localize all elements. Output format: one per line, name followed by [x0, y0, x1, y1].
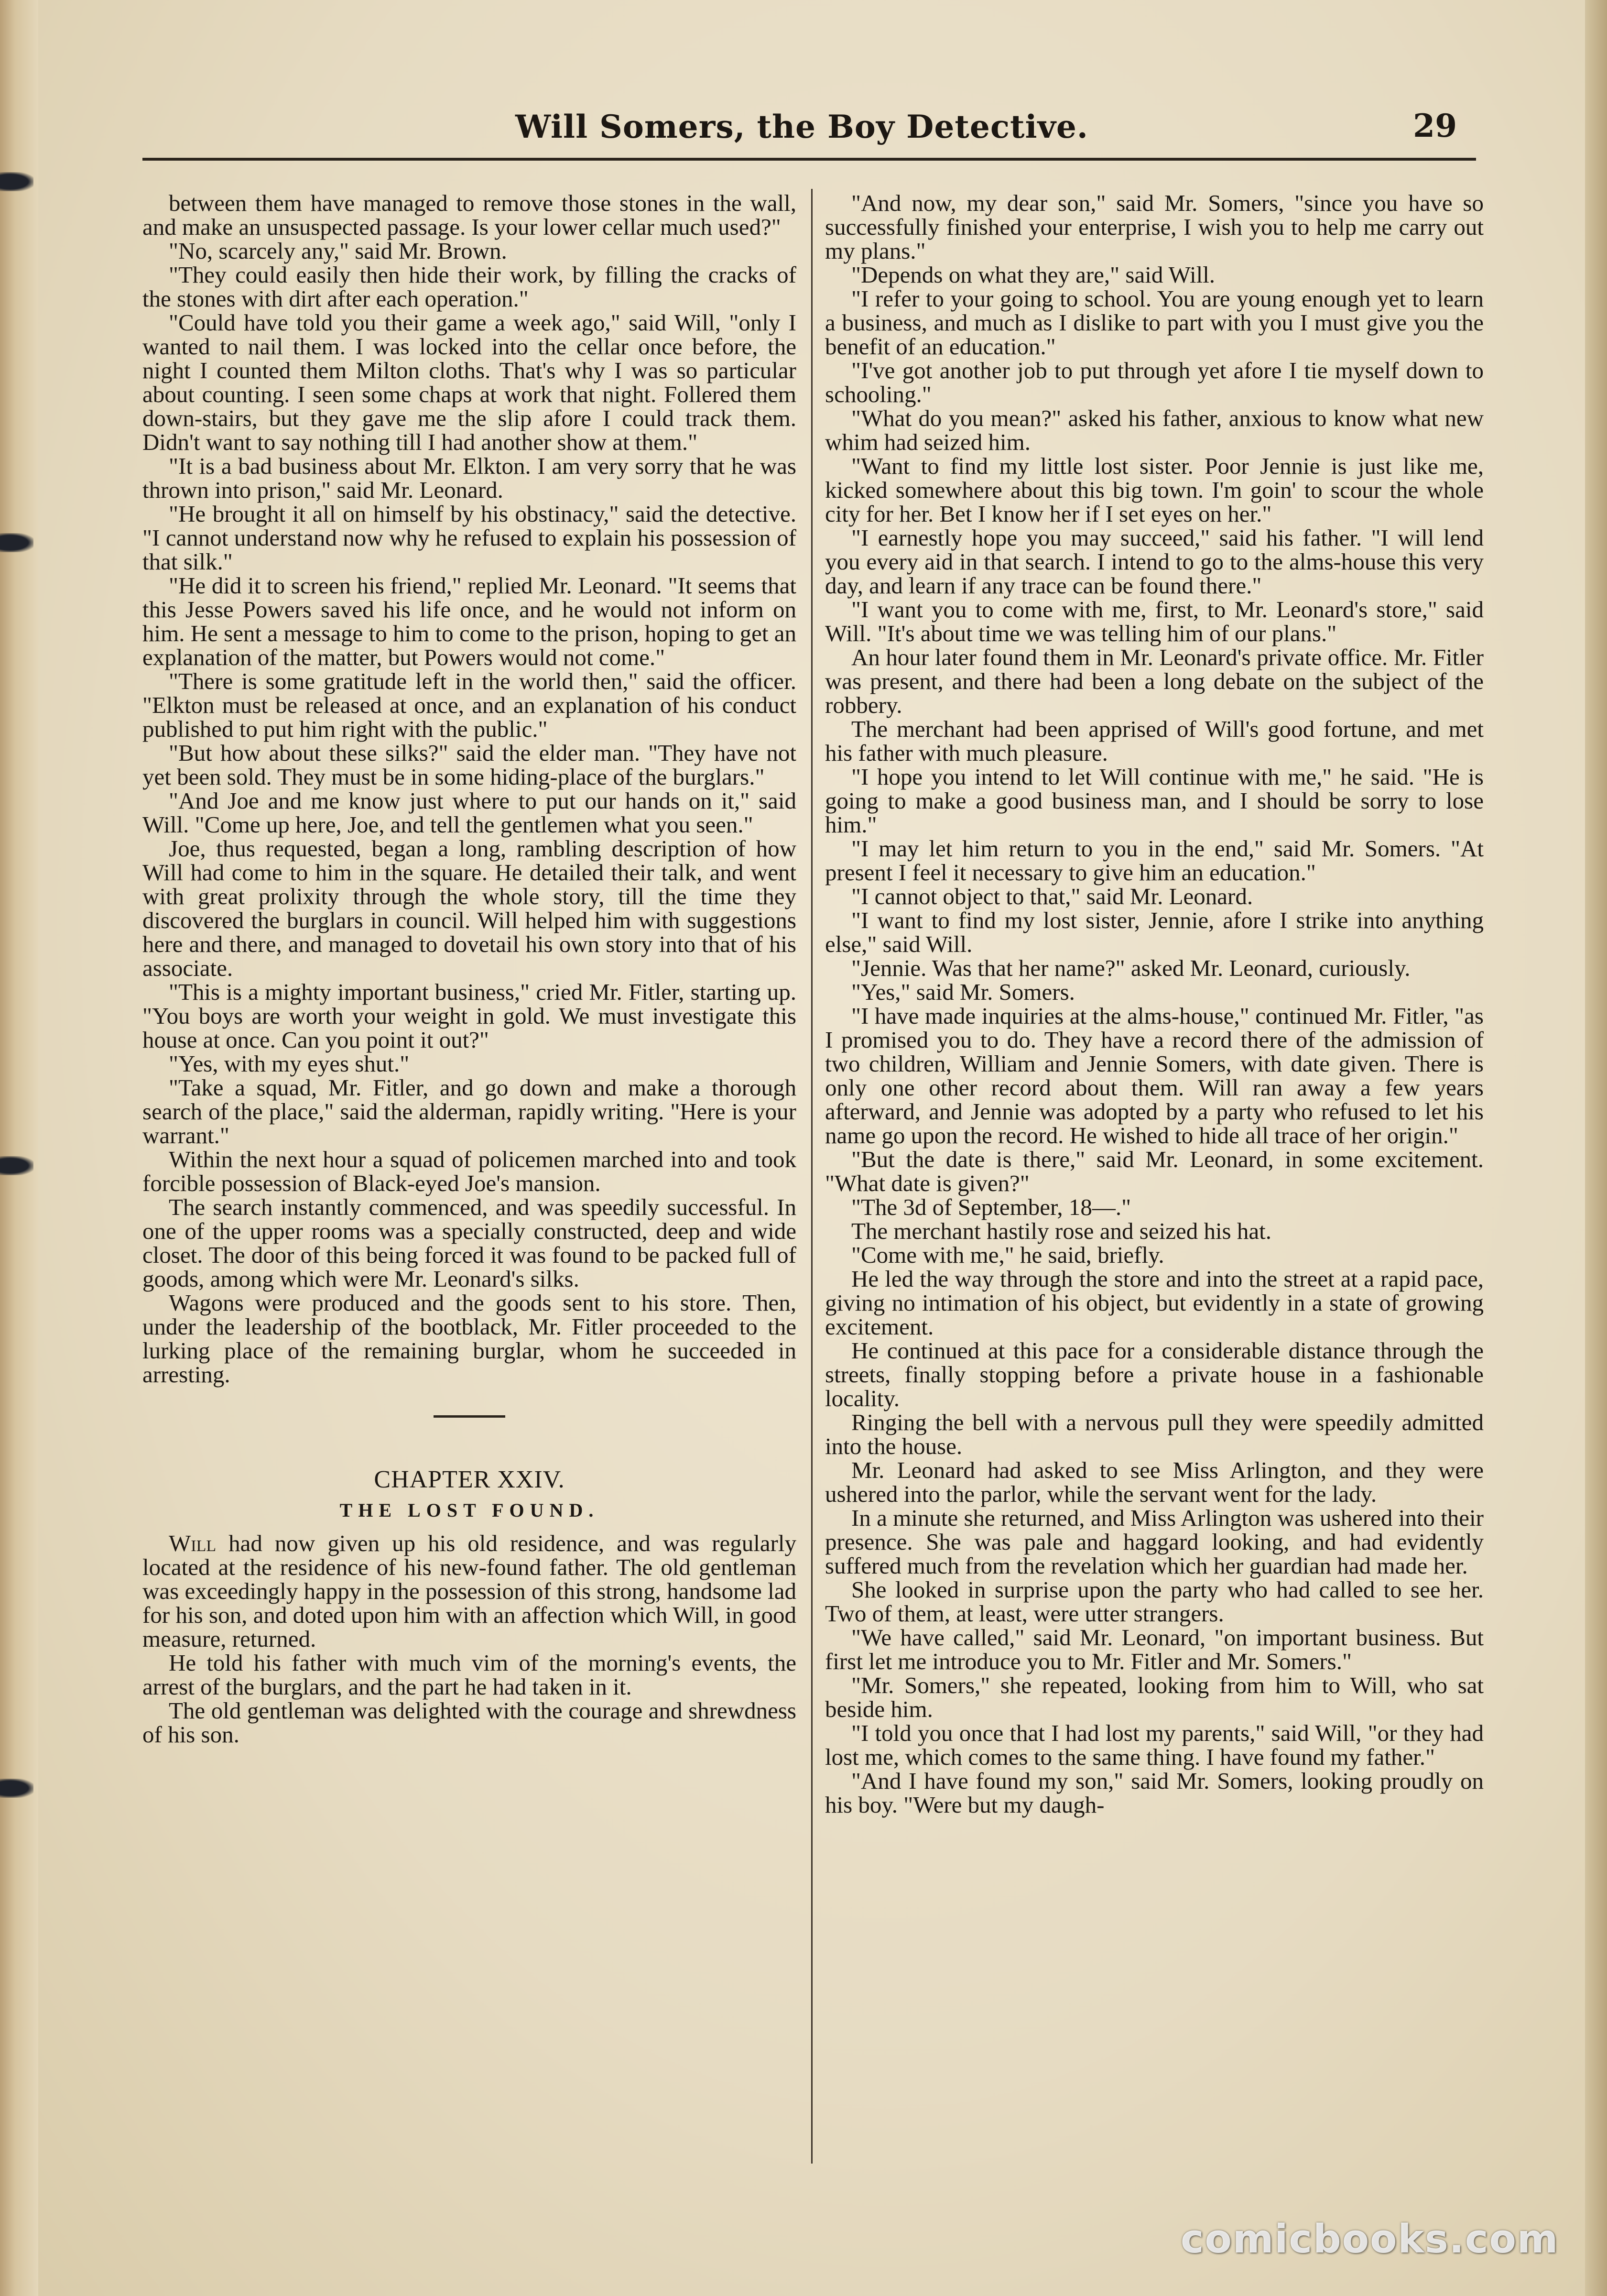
- paragraph: Within the next hour a squad of policemen marched into and took forcible possession of Black-eyed Joe's mansion.: [142, 1146, 796, 1196]
- paragraph: "But the date is there," said Mr. Leonard, in some excitement. "What date is given?": [825, 1146, 1484, 1196]
- binding-stitch: [0, 172, 33, 191]
- paragraph: "And I have found my son," said Mr. Somers, looking proudly on his boy. "Were but my daugh-: [825, 1768, 1484, 1818]
- paragraph: "But how about these silks?" said the elder man. "They have not yet been sold. They must be in some hiding-place of the burglars.": [142, 740, 796, 790]
- paragraph: The search instantly commenced, and was speedily successful. In one of the upper rooms was a specially constructed, deep and wide closet. The door of this being forced it was found to be packed full of goods, among which were Mr. Leonard's silks.: [142, 1194, 796, 1292]
- paragraph: In a minute she returned, and Miss Arlington was ushered into their presence. She was pale and haggard looking, and had evidently suffered much from the revelation which her guardian had made her.: [825, 1505, 1484, 1579]
- paragraph: "Come with me," he said, briefly.: [851, 1242, 1164, 1268]
- paragraph: "I have made inquiries at the alms-house," continued Mr. Fitler, "as I promised you to do. They have a record there of the admission of two children, William and Jennie Somers, with date given. There is only one other record about them. Will ran away a few years afterward, and Jennie was adopted by a party who refused to let his name go upon the record. He wished to hide all trace of her origin.": [825, 1003, 1484, 1148]
- paragraph: "And now, my dear son," said Mr. Somers, "since you have so successfully finished your enterprise, I wish you to help me carry out my plans.": [825, 190, 1484, 264]
- left-column-text: [142, 191, 796, 1387]
- paragraph: He led the way through the store and into the street at a rapid pace, giving no intimation of his object, but evidently in a state of growing excitement.: [825, 1266, 1484, 1340]
- paragraph: "I told you once that I had lost my parents," said Will, "or they had lost me, which comes to the same thing. I have found my father.": [825, 1720, 1484, 1770]
- paragraph: "Could have told you their game a week ago," said Will, "only I wanted to nail them. I was locked into the cellar once before, the night I counted them Milton cloths. That's why I was so particular about counting. I seen some chaps at work that night. Follered them down-stairs, but they gave me the slip afore I could track them. Didn't want to say nothing till I had another show at them.": [142, 309, 796, 455]
- paragraph: Wagons were produced and the goods sent to his store. Then, under the leadership of the bootblack, Mr. Fitler proceeded to the lurking place of the remaining burglar, whom he succeeded in arresting.: [142, 1290, 796, 1388]
- chapter-first-paragraph: [142, 1531, 796, 1651]
- paragraph: "He did it to screen his friend," replied Mr. Leonard. "It seems that this Jesse Powers saved his life once, and he would not inform on him. He sent a message to him to come to the prison, hoping to get an explanation of the matter, but Powers would not come.": [142, 572, 796, 670]
- site-watermark: comicbooks.com: [1181, 2217, 1559, 2262]
- paragraph: Joe, thus requested, began a long, rambling description of how Will had come to him in the square. He detailed their talk, and went with great prolixity through the whole story, till the time they discovered the burglars in council. Will helped him with suggestions here and there, and managed to dovetail his own story into that of his associate.: [142, 835, 796, 981]
- paragraph: "Take a squad, Mr. Fitler, and go down and make a thorough search of the place," said the alderman, rapidly writing. "Here is your warrant.": [142, 1074, 796, 1148]
- paragraph: The old gentleman was delighted with the courage and shrewdness of his son.: [142, 1697, 796, 1748]
- paragraph: She looked in surprise upon the party who had called to see her. Two of them, at least, were utter strangers.: [825, 1576, 1484, 1627]
- binding-stitch: [0, 1779, 33, 1798]
- page-number: 29: [1413, 107, 1457, 144]
- paragraph: "Jennie. Was that her name?" asked Mr. Leonard, curiously.: [851, 955, 1411, 981]
- paragraph: "The 3d of September, 18—.": [851, 1194, 1131, 1220]
- paragraph: "I cannot object to that," said Mr. Leonard.: [851, 883, 1253, 909]
- running-title: Will Somers, the Boy Detective.: [515, 108, 1088, 145]
- chapter-divider-rule: [434, 1415, 505, 1418]
- paragraph: "I earnestly hope you may succeed," said his father. "I will lend you every aid in that search. I intend to go to the alms-house this very day, and learn if any trace can be found there.": [825, 525, 1484, 599]
- running-header: [142, 105, 1476, 161]
- page-binding: [0, 0, 38, 2296]
- paragraph: "There is some gratitude left in the world then," said the officer. "Elkton must be released at once, and an explanation of his conduct published to put him right with the public.": [142, 668, 796, 742]
- paragraph: "I may let him return to you in the end," said Mr. Somers. "At present I feel it necessary to give him an education.": [825, 835, 1484, 886]
- paragraph: "And Joe and me know just where to put our hands on it," said Will. "Come up here, Joe, and tell the gentlemen what you seen.": [142, 787, 796, 838]
- binding-stitch: [0, 533, 33, 552]
- paragraph: The merchant hastily rose and seized his hat.: [851, 1218, 1271, 1244]
- page-right-edge: [1585, 0, 1607, 2296]
- paragraph: "Yes," said Mr. Somers.: [851, 979, 1075, 1005]
- left-column: [142, 191, 796, 1747]
- paragraph: The merchant had been apprised of Will's good fortune, and met his father with much pleasure.: [825, 716, 1484, 766]
- paragraph: "He brought it all on himself by his obstinacy," said the detective. "I cannot understand now why he refused to explain his possession of that silk.": [142, 501, 796, 575]
- chapter-heading: CHAPTER XXIV.: [374, 1466, 565, 1493]
- paragraph: He continued at this pace for a considerable distance through the streets, finally stopping before a private house in a fashionable locality.: [825, 1337, 1484, 1411]
- paragraph: "I hope you intend to let Will continue with me," he said. "He is going to make a good business man, and I should be sorry to lose him.": [825, 764, 1484, 838]
- paragraph: "We have called," said Mr. Leonard, "on important business. But first let me introduce you to Mr. Fitler and Mr. Somers.": [825, 1624, 1484, 1674]
- paragraph: "No, scarcely any," said Mr. Brown.: [169, 238, 507, 264]
- paragraph: "Depends on what they are," said Will.: [851, 262, 1216, 288]
- paragraph: "It is a bad business about Mr. Elkton. I am very sorry that he was thrown into prison," said Mr. Leonard.: [142, 453, 796, 503]
- paragraph: "They could easily then hide their work, by filling the cracks of the stones with dirt after each operation.": [142, 262, 796, 312]
- paragraph: "I want you to come with me, first, to Mr. Leonard's store," said Will. "It's about time we was telling him of our plans.": [825, 596, 1484, 646]
- column-divider: [811, 189, 813, 2164]
- paragraph: "I want to find my lost sister, Jennie, afore I strike into anything else," said Will.: [825, 907, 1484, 957]
- paragraph: between them have managed to remove those stones in the wall, and make an unsuspected passage. Is your lower cellar much used?": [142, 190, 796, 240]
- left-column-text-after-chapter: [142, 1651, 796, 1747]
- paragraph: "This is a mighty important business," cried Mr. Fitler, starting up. "You boys are worth your weight in gold. We must investigate this house at once. Can you point it out?": [142, 979, 796, 1053]
- paragraph: "Yes, with my eyes shut.": [169, 1050, 410, 1077]
- paragraph: Mr. Leonard had asked to see Miss Arlington, and they were ushered into the parlor, while the servant went for the lady.: [825, 1457, 1484, 1507]
- chapter-subtitle: THE LOST FOUND.: [339, 1499, 599, 1521]
- paragraph: "What do you mean?" asked his father, anxious to know what new whim had seized him.: [825, 405, 1484, 455]
- paragraph: "Mr. Somers," she repeated, looking from him to Will, who sat beside him.: [825, 1672, 1484, 1722]
- paragraph: "Want to find my little lost sister. Poor Jennie is just like me, kicked somewhere about this big town. I'm goin' to scour the whole city for her. Bet I know her if I set eyes on her.": [825, 453, 1484, 527]
- paragraph: "I refer to your going to school. You are young enough yet to learn a business, and much as I dislike to part with you I must give you the benefit of an education.": [825, 285, 1484, 360]
- chapter-first-paragraph-text: had now given up his old residence, and was regularly located at the residence of his new-found father. The old gentleman was exceedingly happy in the possession of this strong, handsome lad for his son, and doted upon him with an affection which Will, in good measure, returned.: [142, 1530, 796, 1652]
- right-column: [825, 191, 1484, 1817]
- paragraph: He told his father with much vim of the morning's events, the arrest of the burglars, and the part he had taken in it.: [142, 1650, 796, 1700]
- binding-stitch: [0, 1156, 33, 1175]
- chapter-lead-word: Will: [169, 1530, 217, 1556]
- paragraph: "I've got another job to put through yet afore I tie myself down to schooling.": [825, 357, 1484, 407]
- paragraph: Ringing the bell with a nervous pull they were speedily admitted into the house.: [825, 1409, 1484, 1459]
- paragraph: An hour later found them in Mr. Leonard's private office. Mr. Fitler was present, and there had been a long debate on the subject of the robbery.: [825, 644, 1484, 718]
